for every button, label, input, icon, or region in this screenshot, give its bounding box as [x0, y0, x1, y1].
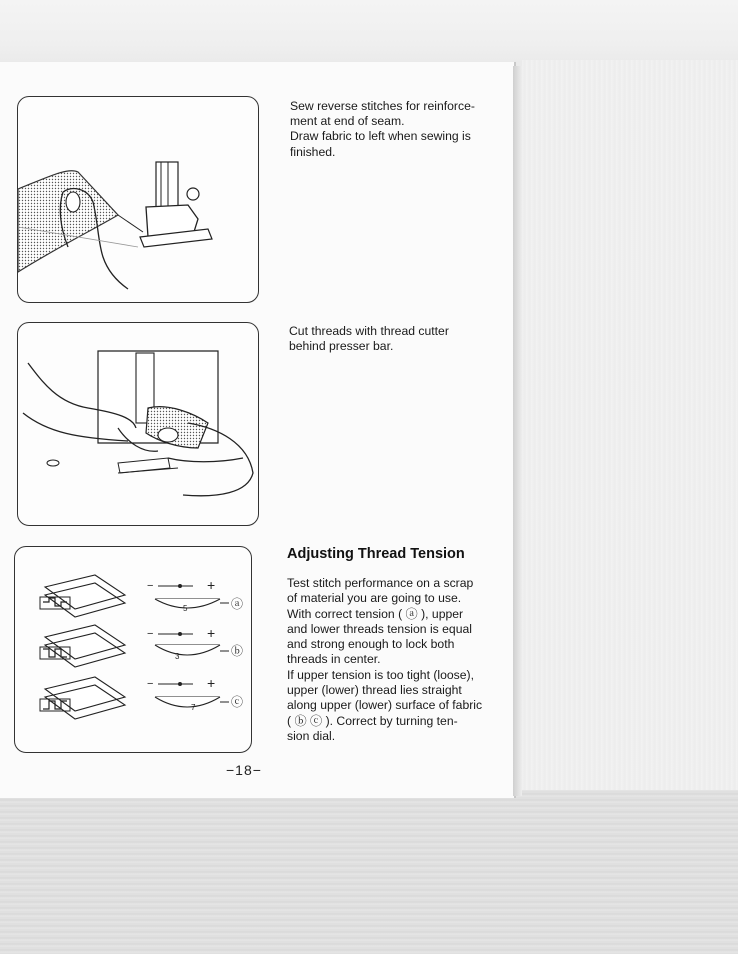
- scale-plus-a: +: [207, 577, 216, 593]
- tension-scale-c: [147, 675, 243, 712]
- tension-diagram: [15, 547, 251, 752]
- thread-tension-text: [287, 576, 502, 744]
- section-heading: Adjusting Thread Tension: [287, 546, 465, 562]
- fabric-sample-a: [40, 575, 125, 617]
- marker-b: ⓑ: [231, 644, 244, 658]
- scale-minus-b: −: [147, 628, 154, 640]
- tension-scale-b: [147, 625, 243, 661]
- text-line: and strong enough to lock both: [287, 637, 455, 652]
- text-line: behind presser bar.: [289, 339, 394, 354]
- page-number: −18−: [226, 762, 262, 778]
- text-line: If upper tension is too tight (loose),: [287, 667, 474, 682]
- text-line: With correct tension ( ⓐ ), upper: [287, 606, 464, 621]
- text-line: along upper (lower) surface of fabric: [287, 698, 483, 713]
- scan-background-bottom: [0, 790, 738, 954]
- text-line: Test stitch performance on a scrap: [287, 576, 474, 590]
- marker-a: ⓐ: [231, 597, 244, 611]
- figure-reverse-stitch: [17, 96, 259, 303]
- text-line: Draw fabric to left when sewing is: [290, 129, 471, 144]
- scale-plus-b: +: [207, 625, 216, 641]
- fabric-sample-b: [40, 625, 125, 667]
- cut-threads-illustration: [18, 323, 258, 525]
- scale-plus-c: +: [207, 675, 216, 691]
- text-line: upper (lower) thread lies straight: [287, 683, 462, 698]
- text-line: ment at end of seam.: [290, 114, 405, 129]
- scan-background-right: [522, 60, 738, 800]
- text-line: ( ⓑ ⓒ ). Correct by turning ten-: [287, 713, 458, 728]
- marker-c: ⓒ: [231, 695, 244, 709]
- reverse-stitch-illustration: [18, 97, 258, 302]
- text-line: of material you are going to use.: [287, 591, 462, 606]
- figure-cut-threads: [17, 322, 259, 526]
- tension-scale-a: [147, 577, 243, 613]
- scale-minus-a: −: [147, 580, 154, 592]
- text-line: finished.: [290, 144, 336, 159]
- text-line: Sew reverse stitches for reinforce-: [290, 99, 475, 113]
- fabric-sample-c: [40, 677, 125, 719]
- cut-threads-text: [289, 324, 504, 354]
- page-edge: [513, 66, 522, 796]
- dial-number-b: 3: [175, 652, 180, 661]
- text-line: Cut threads with thread cutter: [289, 324, 449, 338]
- figure-thread-tension: [14, 546, 252, 753]
- reverse-stitch-text: [290, 99, 505, 160]
- text-line: sion dial.: [287, 728, 336, 743]
- text-line: and lower threads tension is equal: [287, 621, 472, 636]
- scale-minus-c: −: [147, 678, 154, 690]
- text-line: threads in center.: [287, 652, 381, 667]
- dial-number-a: 5: [183, 604, 188, 613]
- dial-number-c: 7: [191, 703, 196, 712]
